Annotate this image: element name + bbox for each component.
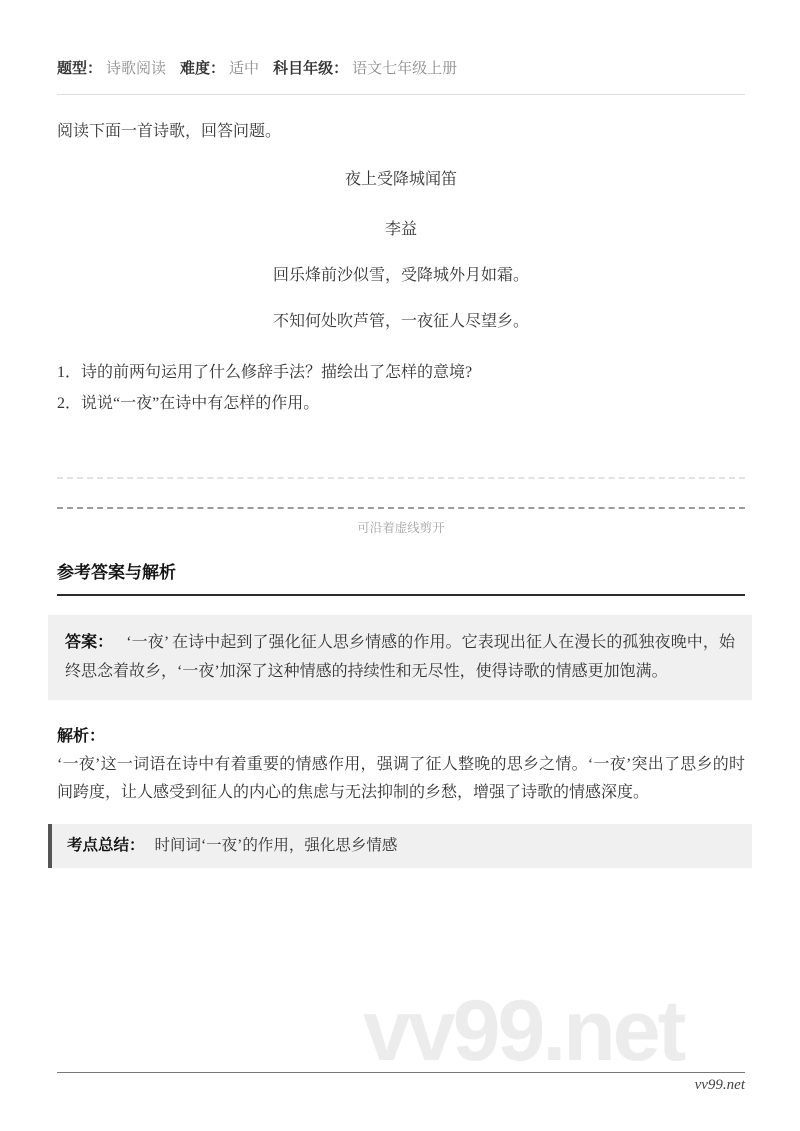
metadata-row	[57, 0, 745, 78]
analysis-label: 解析：	[57, 728, 106, 745]
answer-heading-divider	[57, 594, 745, 596]
answer-box	[48, 615, 752, 700]
poem-author: 李益	[384, 221, 417, 238]
difficulty-label: 难度：	[180, 60, 226, 77]
poem-line-2: 不知何处吹芦管，一夜征人尽望乡。	[272, 313, 529, 330]
poem-line-1: 回乐烽前沙似雪，受降城外月如霜。	[272, 267, 529, 284]
poem-title: 夜上受降城闻笛	[344, 171, 457, 188]
keypoint-text: 时间词‘一夜’的作用，强化思乡情感	[154, 837, 398, 854]
difficulty-value: 适中	[229, 61, 260, 77]
question-item-2: 2．说说“一夜”在诗中有怎样的作用。	[57, 395, 320, 412]
keypoint-label: 考点总结：	[67, 837, 145, 854]
keypoint-summary-box	[48, 824, 752, 868]
answer-label: 答案：	[65, 634, 114, 651]
grade-value: 语文七年级上册	[352, 61, 458, 77]
cut-line-light	[57, 477, 745, 479]
grade-label: 科目年级：	[273, 60, 349, 77]
analysis-text: ‘一夜’这一词语在诗中有着重要的情感作用，强调了征人整晚的思乡之情。‘一夜’突出了思乡的时间跨度，让人感受到征人的内心的焦虑与无法抑制的乡愁，增强了诗歌的情感深度。	[57, 756, 745, 801]
question-intro: 阅读下面一首诗歌，回答问题。	[57, 123, 282, 140]
question-type-value: 诗歌阅读	[106, 61, 167, 77]
answer-text: ‘一夜’ 在诗中起到了强化征人思乡情感的作用。它表现出征人在漫长的孤独夜晚中，始终思念着故乡，‘一夜’加深了这种情感的持续性和无尽性，使得诗歌的情感更加饱满。	[65, 634, 735, 680]
site-watermark: vv99.net	[363, 983, 684, 1079]
footer-site-name: vv99.net	[694, 1077, 745, 1093]
question-list	[57, 357, 745, 419]
cut-along-line-note: 可沿着虚线剪开	[357, 521, 445, 535]
answer-section-heading: 参考答案与解析	[57, 563, 176, 582]
question-type-label: 题型：	[57, 60, 103, 77]
footer-divider	[57, 1072, 745, 1073]
question-item-1: 1．诗的前两句运用了什么修辞手法？描绘出了怎样的意境?	[57, 364, 473, 381]
cut-line-dark	[57, 507, 745, 509]
header-divider	[57, 94, 745, 95]
